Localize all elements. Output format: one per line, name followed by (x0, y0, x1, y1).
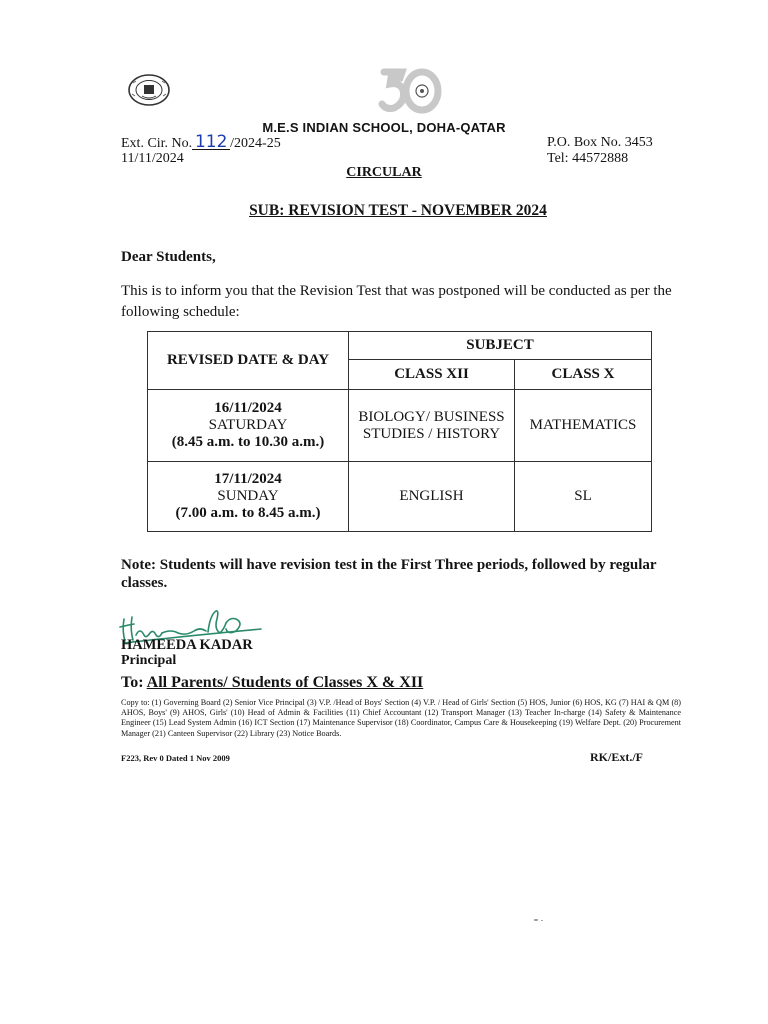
class-xii-subject-line2: STUDIES / HISTORY (362, 425, 501, 442)
note-paragraph: Note: Students will have revision test in the First Three periods, followed by regular classes. (121, 557, 657, 591)
recipients-line (121, 674, 423, 692)
table-row (148, 390, 652, 462)
date-cell (148, 462, 349, 532)
row-day: SATURDAY (208, 417, 288, 433)
table-row (148, 462, 652, 532)
row-time: (8.45 a.m. to 10.30 a.m.) (171, 434, 325, 450)
scan-speck (534, 919, 538, 921)
class-xii-subject-line1: BIOLOGY/ BUSINESS (358, 408, 505, 425)
form-reference: F223, Rev 0 Dated 1 Nov 2009 (121, 753, 230, 763)
class-xii-cell: ENGLISH (349, 462, 515, 532)
circular-number-suffix: /2024-25 (230, 136, 281, 151)
po-box: P.O. Box No. 3453 (547, 135, 653, 150)
anniversary-50-logo (378, 64, 444, 116)
table-header-row (148, 332, 652, 360)
recipients: All Parents/ Students of Classes X & XII (146, 674, 424, 691)
salutation: Dear Students, (121, 249, 216, 265)
subject-line: SUB: REVISION TEST - NOVEMBER 2024 (249, 202, 547, 219)
to-prefix: To: (121, 674, 144, 691)
class-x-cell: MATHEMATICS (515, 390, 652, 462)
date-cell (148, 390, 349, 462)
circular-number (121, 132, 281, 152)
school-emblem-logo (127, 72, 171, 108)
header-subject: SUBJECT (349, 332, 652, 360)
header-class-xii: CLASS XII (349, 360, 515, 390)
row-time: (7.00 a.m. to 8.45 a.m.) (175, 505, 321, 521)
class-xii-cell (349, 390, 515, 462)
row-date: 16/11/2024 (214, 400, 282, 416)
principal-title: Principal (121, 653, 177, 668)
header-class-x: CLASS X (515, 360, 652, 390)
intro-paragraph: This is to inform you that the Revision Test that was postponed will be conducted as per the following schedule: (121, 283, 672, 320)
copy-to-list: Copy to: (1) Governing Board (2) Senior Vice Principal (3) V.P. /Head of Boys' Section (4) V.P. / Head of Girls' Section (5) HOS, Junior (6) HOS, KG (7) HAI & QM (8) AHOS, Boys' (9) AHOS, Girls' (10) Head of Admin & Facilities (11) Chief Accountant (12) Transport Manager (13) Teacher In-charge (14) Safety & Maintenance Engineer (15) Lead System Admin (16) ICT Section (17) Maintenance Supervisor (18) Coordinator, Campus Care & Housekeeping (19) Welfare Dept. (20) Procurement Manager (21) Canteen Supervisor (22) Library (23) Notice Boards. (121, 698, 681, 738)
class-x-cell: SL (515, 462, 652, 532)
circular-number-prefix: Ext. Cir. No. (121, 136, 193, 151)
circular-label: CIRCULAR (346, 165, 422, 180)
telephone: Tel: 44572888 (547, 151, 629, 166)
header-date-day: REVISED DATE & DAY (148, 332, 349, 390)
row-date: 17/11/2024 (214, 471, 282, 487)
schedule-table (147, 331, 652, 532)
principal-name: HAMEEDA KADAR (121, 637, 253, 653)
school-name-heading: M.E.S INDIAN SCHOOL, DOHA-QATAR (262, 120, 506, 135)
reference-initials: RK/Ext./F (590, 750, 643, 764)
row-day: SUNDAY (217, 488, 279, 504)
handwritten-circular-number: 112 (192, 135, 230, 150)
circular-date: 11/11/2024 (121, 151, 184, 166)
scan-speck (541, 920, 543, 921)
